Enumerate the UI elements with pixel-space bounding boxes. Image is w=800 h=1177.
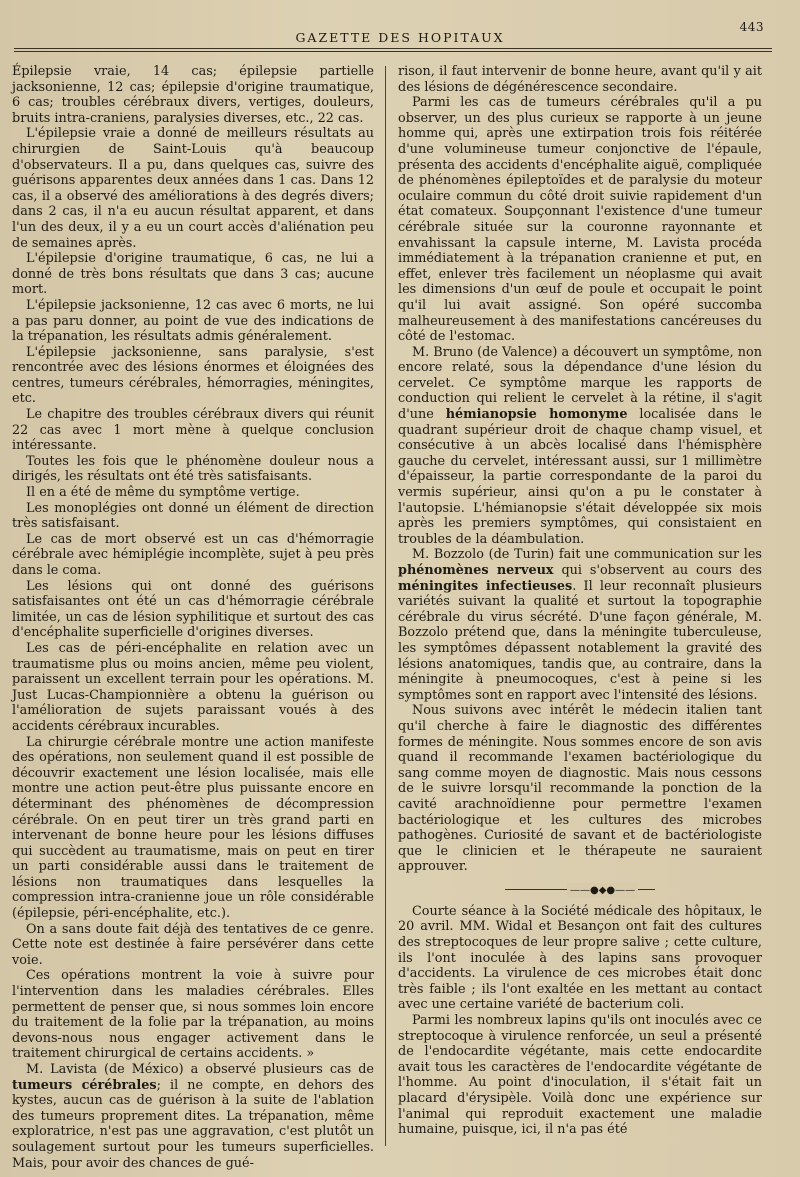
paragraph: Parmi les cas de tumeurs cérébrales qu'il a pu observer, un des plus curieux se rapporte à un jeune homme qui, après une extirpation trois fois réitérée d'une volumineuse tumeur conjonctive de l'épaule, présenta des accidents d'encéphalite aiguë, compliquée de phénomènes épileptoïdes et de paralysie du moteur oculaire commun du côté droit suivie rapidement d'un état comateux. Soupçonnant l'existence d'une tumeur cérébrale située sur la couronne rayonnante et envahissant la capsule interne, M. Lavista procéda immédiatement à la trépanation cranienne et put, en effet, enlever très facilement un néoplasme qui avait les dimensions d'un œuf de poule et occupait le point qu'il lui avait assigné. Son opéré succomba malheureusement à des manifestations cancéreuses du côté de l'estomac.	[398, 95, 762, 345]
paragraph: Les monoplégies ont donné un élément de direction très satisfaisant.	[12, 500, 374, 532]
paragraph: L'épilepsie vraie a donné de meilleurs résultats au chirurgien de Saint-Louis qu'à beaucoup d'observateurs. Il a pu, dans quelques cas, suivre des guérisons apparentes deux années dans 1 cas. Dans 12 cas, il a observé des améliorations à des degrés divers; dans 2 cas, il n'a eu aucun résultat apparent, et dans l'un des deux, il y a eu un court accès d'aliénation peu de semaines après.	[12, 126, 374, 251]
header-rule	[14, 48, 772, 52]
text-run: qui s'observent au cours des	[553, 563, 762, 578]
page-number: 443	[739, 20, 764, 34]
text-run: . Il leur reconnaît plusieurs variétés suivant la qualité et surtout la topographie cérébrale du virus sécrété. D'une façon générale, M. Bozzolo prétend que, dans la méningite tuberculeuse, les symptômes dépassent notablement la gravité des lésions anatomiques, tandis que, au contraire, dans la méningite à pneumocoques, c'est à peine si les symptômes sont en rapport avec l'intensité des lésions.	[398, 578, 763, 703]
column-rule	[385, 66, 386, 1146]
paragraph: Courte séance à la Société médicale des hôpitaux, le 20 avril. MM. Widal et Besançon ont fait des cultures des streptocoques de leur propre salive ; cette culture, ils l'ont inoculée à des lapins sans provoquer d'accidents. La virulence de ces microbes était donc très faible ; ils l'ont exaltée en les mettant au contact avec une certaine variété de bacterium coli.	[398, 903, 762, 1013]
paragraph-bozzolo	[398, 547, 762, 703]
paragraph: rison, il faut intervenir de bonne heure, avant qu'il y ait des lésions de dégénérescence secondaire.	[398, 64, 762, 95]
text-run: localisée dans le quadrant supérieur droit de chaque champ visuel, et consécutive à un abcès localisé dans l'hémisphère gauche du cervelet, intéressant aussi, sur 1 millimètre d'épaisseur, la partie correspondante de la paroi du vermis supérieur, ainsi qu'on a pu le constater à l'autopsie. L'hémianopsie s'était développée six mois après les premiers symptômes, qui consistaient en troubles de la déambulation.	[398, 407, 762, 547]
right-column	[398, 64, 762, 1138]
bold-term: phénomènes nerveux	[398, 563, 554, 578]
paragraph: Le cas de mort observé est un cas d'hémorragie cérébrale avec hémiplégie incomplète, sujet à peu près dans le coma.	[12, 531, 374, 578]
paragraph: Les cas de péri-encéphalite en relation avec un traumatisme plus ou moins ancien, même peu violent, paraissent un excellent terrain pour les opérations. M. Just Lucas-Championnière a obtenu la guérison ou l'amélioration de sujets paraissant voués à des accidents cérébraux incurables.	[12, 640, 374, 734]
section-separator	[505, 884, 655, 896]
paragraph: Parmi les nombreux lapins qu'ils ont inoculés avec ce streptocoque à virulence renforcée, un seul a présenté de l'endocardite végétante, mais cette endocardite avait tous les caractères de l'endocardite végétante de l'homme. Au point d'inoculation, il s'était fait un placard d'érysipèle. Voilà donc une expérience sur l'animal qui reproduit exactement une maladie humaine, puisque, ici, il n'a pas été	[398, 1013, 762, 1138]
bold-term: hémianopsie homonyme	[445, 407, 628, 423]
paragraph: L'épilepsie jacksonienne, 12 cas avec 6 morts, ne lui a pas paru donner, au point de vue des indications de la trépanation, les résultats admis généralement.	[12, 297, 374, 345]
running-head: GAZETTE DES HOPITAUX	[295, 30, 505, 45]
paragraph: Épilepsie vraie, 14 cas; épilepsie partielle jacksonienne, 12 cas; épilepsie d'origine traumatique, 6 cas; troubles cérébraux divers, vertiges, douleurs, bruits intra-craniens, paralysies diverses, etc., 22 cas.	[12, 64, 374, 126]
paragraph: Les lésions qui ont donné des guérisons satisfaisantes ont été un cas d'hémorragie cérébrale limitée, un cas de lésion syphilitique et surtout des cas d'encéphalite superficielle d'origines diverses.	[12, 578, 374, 641]
paragraph: Il en a été de même du symptôme vertige.	[26, 485, 300, 501]
bold-term: méningites infectieuses	[398, 578, 573, 594]
paragraph: On a sans doute fait déjà des tentatives de ce genre. Cette note est destinée à faire persévérer dans cette voie.	[12, 921, 374, 968]
text-run: M. Bozzolo (de Turin) fait une communication sur les	[412, 547, 762, 563]
paragraph-bruno	[398, 345, 762, 548]
paragraph: Nous suivons avec intérêt le médecin italien tant qu'il cherche à faire le diagnostic des différentes formes de méningite. Nous sommes encore de son avis quand il recommande l'examen bactériologique du sang comme moyen de diagnostic. Mais nous cessons de le suivre lorsqu'il recommande la ponction de la cavité arachnoïdienne pour permettre l'examen bactériologique et les cultures des microbes pathogènes. Curiosité de savant et de bactériologiste que le clinicien et le thérapeute ne sauraient approuver.	[398, 703, 762, 875]
text-run: ; il ne compte, en dehors des kystes, aucun cas de guérison à la suite de l'ablation des tumeurs proprement dites. La trépanation, même exploratrice, n'est pas une aggravation, c'est plutôt un soulagement surtout pour les tumeurs superficielles. Mais, pour avoir des chances de gué-	[12, 1077, 374, 1171]
paragraph: Ces opérations montrent la voie à suivre pour l'intervention dans les maladies cérébrales. Elles permettent de penser que, si nous sommes loin encore du traitement de la folie par la trépanation, au moins devons-nous nous engager activement dans le traitement chirurgical de certains accidents. »	[12, 968, 374, 1062]
text-run: M. Bruno (de Valence) a découvert un symptôme, non encore relaté, sous la dépendance d'une lésion du cervelet. Ce symptôme marque les rapports de conduction qui relient le cervelet à la rétine, il s'agit d'une	[398, 344, 762, 423]
separator-ornament: ——●◆●——	[567, 883, 638, 899]
paragraph: Le chapitre des troubles cérébraux divers qui réunit 22 cas avec 1 mort mène à quelque conclusion intéressante.	[12, 407, 374, 454]
paragraph-lavista	[12, 1062, 374, 1171]
paragraph: L'épilepsie d'origine traumatique, 6 cas, ne lui a donné de très bons résultats que dans 3 cas; aucune mort.	[12, 251, 374, 298]
paragraph: Toutes les fois que le phénomène douleur nous a dirigés, les résultats ont été très satisfaisants.	[12, 453, 374, 485]
left-column	[12, 64, 374, 1171]
paragraph: L'épilepsie jacksonienne, sans paralysie, s'est rencontrée avec des lésions énormes et éloignées des centres, tumeurs cérébrales, hémorragies, méningites, etc.	[12, 344, 374, 407]
text-run: M. Lavista (de México) a observé plusieurs cas de	[26, 1062, 374, 1077]
bold-term: tumeurs cérébrales	[12, 1077, 157, 1093]
paragraph: La chirurgie cérébrale montre une action manifeste des opérations, non seulement quand il est possible de découvrir exactement une lésion localisée, mais elle montre une action peut-être plus puissante encore en déterminant des phénomènes de décompression cérébrale. On en peut tirer un très grand parti en intervenant de bonne heure pour les lésions diffuses qui succèdent au traumatisme, mais on peut en tirer un parti considérable aussi dans le traitement de lésions non traumatiques dans lesquelles la compression intra-cranienne joue un rôle considérable (épilepsie, péri-encéphalite, etc.).	[12, 734, 374, 922]
